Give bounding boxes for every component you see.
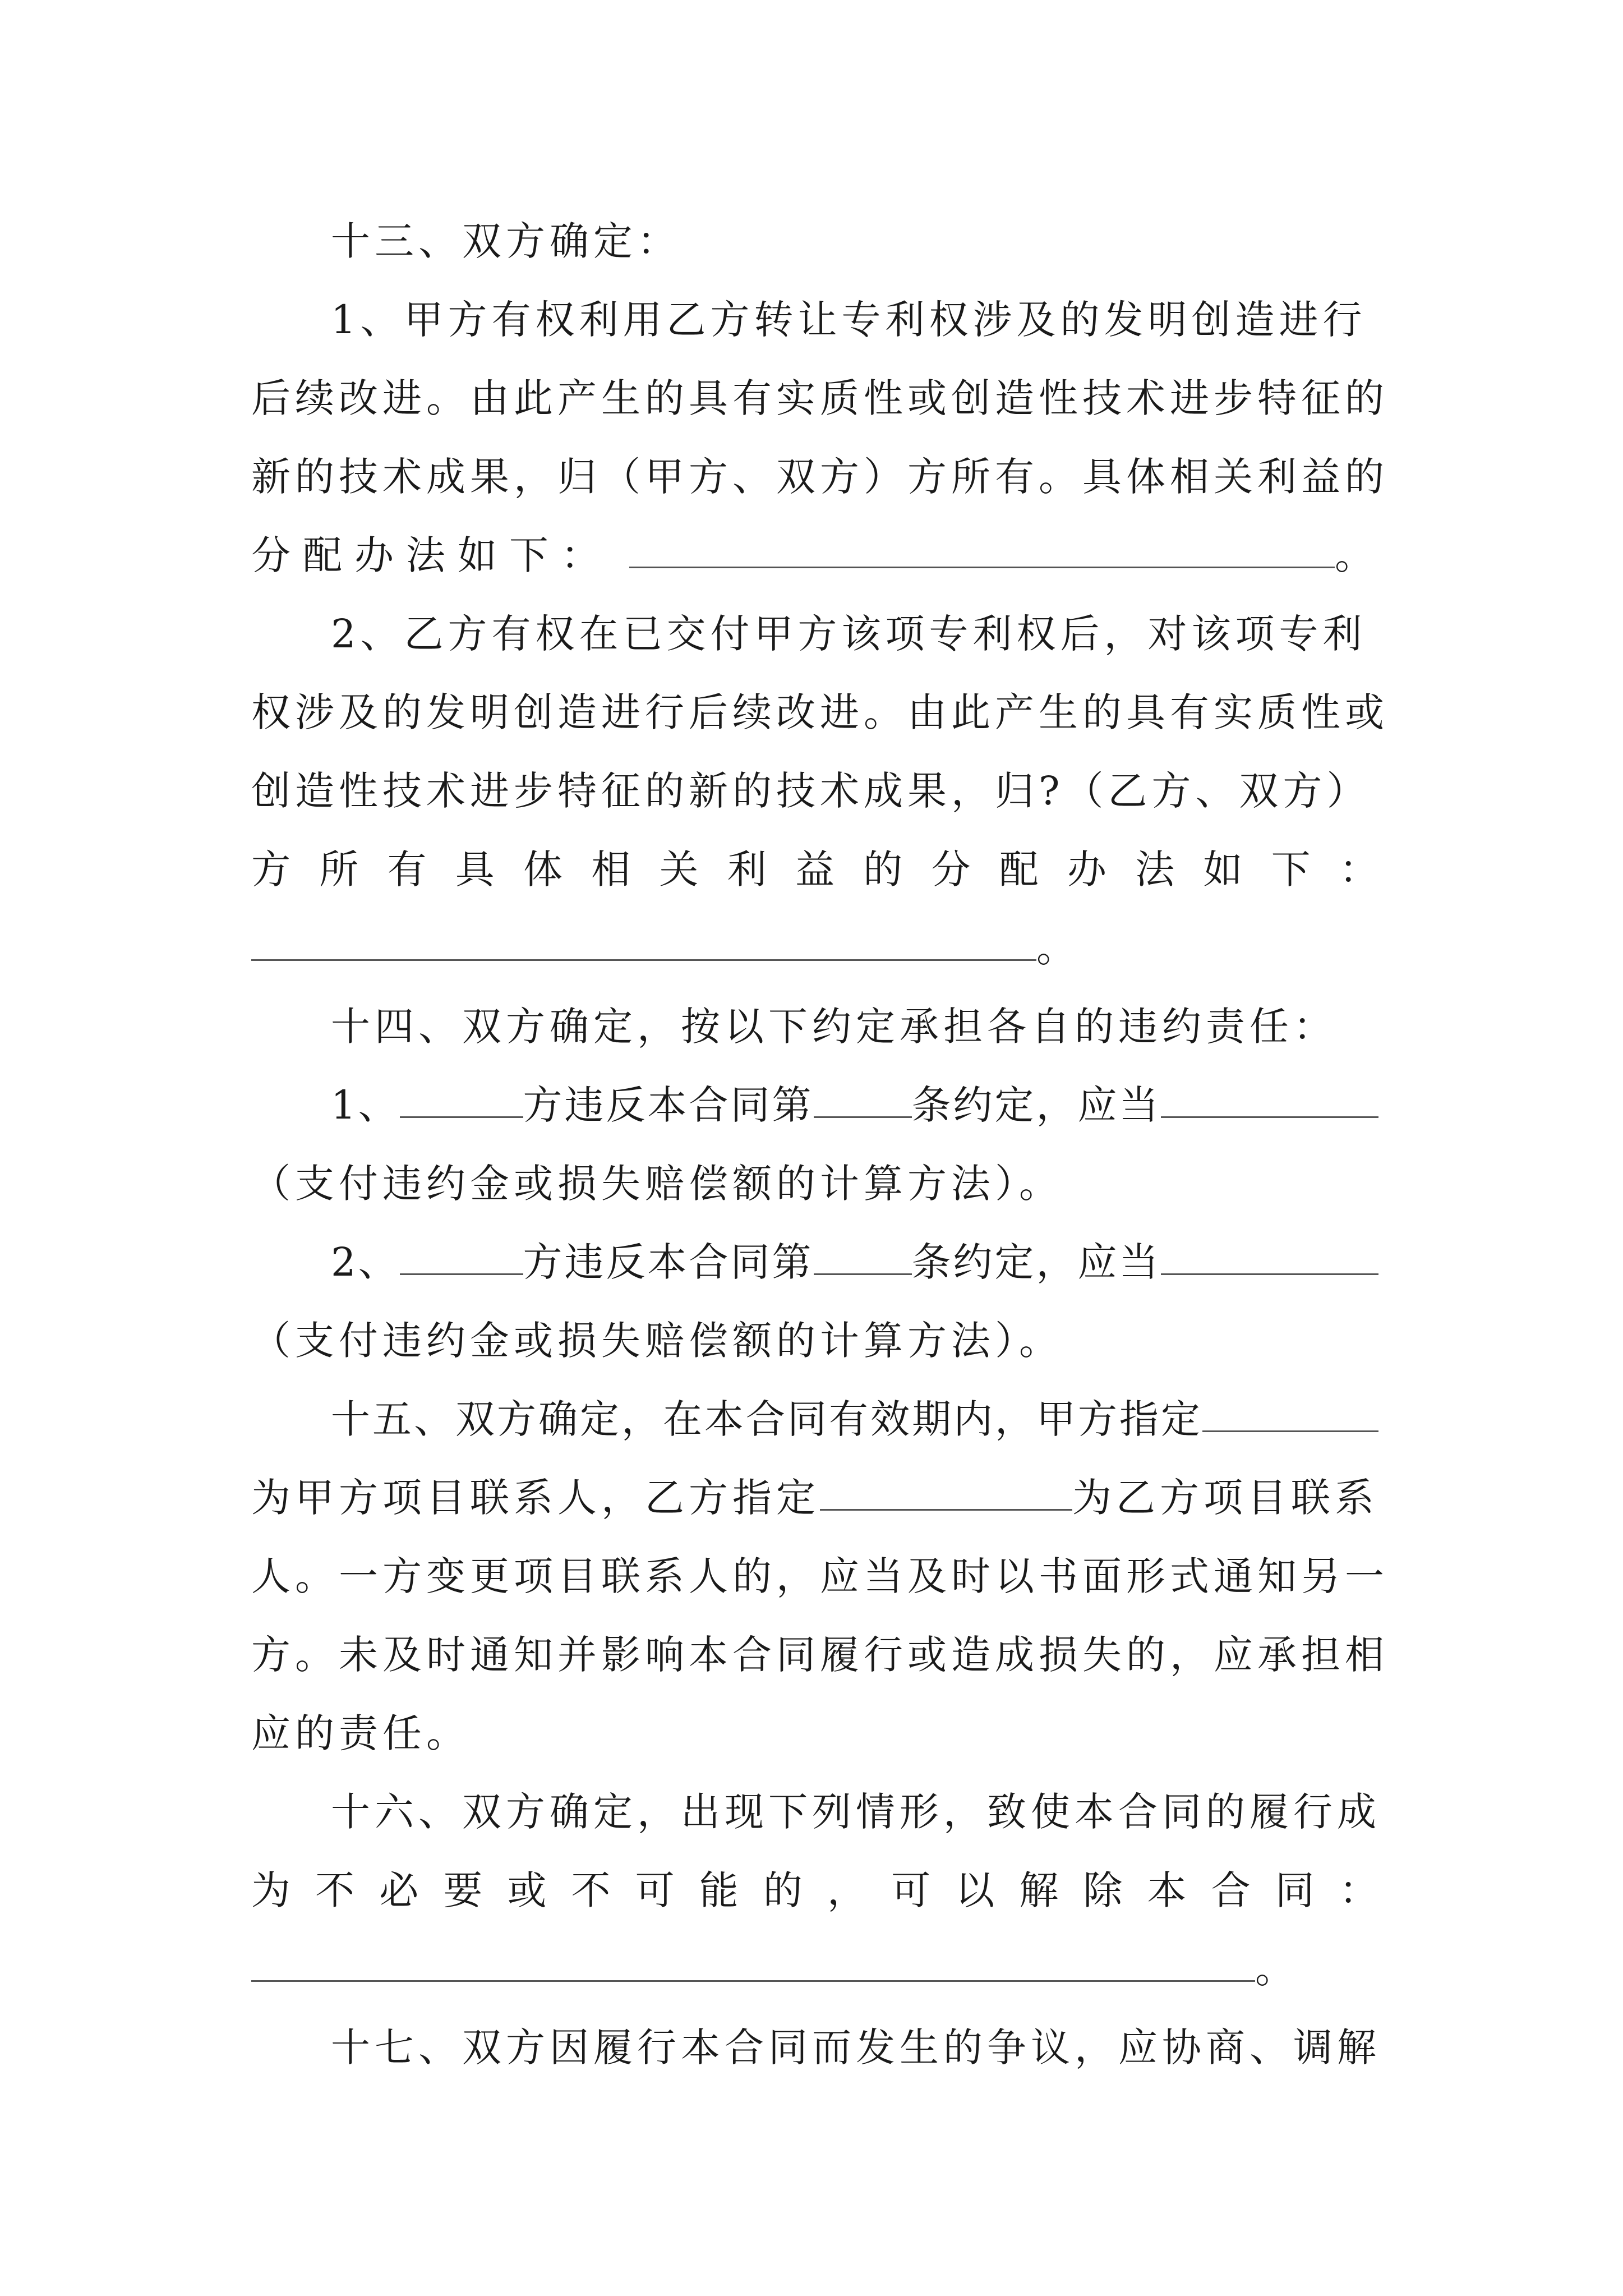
clause-blank-1[interactable] [814, 1066, 912, 1118]
section-17-line-1: 十七、双方因履行本合同而发生的争议，应协商、调解 [331, 2024, 1381, 2070]
character: 合 [1211, 1867, 1251, 1913]
section-13-item-2-line-5 [251, 909, 1378, 987]
character: 不 [315, 1867, 355, 1913]
party-b-contact-text: 为乙方项目联系 [1072, 1475, 1378, 1521]
character: 分 [931, 846, 971, 892]
contact-designation-text: 十五、双方确定，在本合同有效期内，甲方指定 [331, 1396, 1202, 1442]
character: 可 [891, 1867, 931, 1913]
character: 不 [571, 1867, 611, 1913]
character: 方 [251, 846, 291, 892]
section-16-line-3 [251, 1930, 1378, 2008]
section-15-line-3: 人。一方变更项目联系人的，应当及时以书面形式通知另一 [251, 1553, 1389, 1599]
section-13-item-1-line-4 [251, 516, 1378, 595]
remedy-blank-2[interactable] [1161, 1223, 1378, 1275]
character: 或 [507, 1867, 547, 1913]
section-14-item-1-tail: （支付违约金或损失赔偿额的计算方法）。 [251, 1161, 1063, 1207]
allocation-blank-1[interactable] [629, 516, 1335, 568]
character: 能 [699, 1867, 739, 1913]
allocation-label: 分配办法如下： [251, 532, 612, 578]
character: 的 [863, 846, 903, 892]
item-number: 2、 [331, 1239, 400, 1285]
character: ： [1339, 846, 1378, 892]
obligation-text: 条约定，应当 [911, 1239, 1161, 1285]
character: 可 [635, 1867, 675, 1913]
character: 所 [319, 846, 359, 892]
period: 。 [1335, 532, 1378, 578]
section-15-line-1 [331, 1380, 1378, 1458]
character: 同 [1275, 1867, 1315, 1913]
character: 必 [379, 1867, 419, 1913]
violation-text: 方违反本合同第 [523, 1239, 814, 1285]
character: 如 [1203, 846, 1243, 892]
section-13-item-1-line-2: 后续改进。由此产生的具有实质性或创造性技术进步特征的 [251, 375, 1389, 421]
section-15-line-5: 应的责任。 [251, 1710, 470, 1756]
section-15-line-4: 方。未及时通知并影响本合同履行或造成损失的，应承担相 [251, 1632, 1389, 1678]
character: ， [827, 1867, 866, 1913]
character: 益 [795, 846, 834, 892]
character: 本 [1147, 1867, 1187, 1913]
period: 。 [1036, 925, 1080, 971]
termination-blank[interactable] [251, 1930, 1255, 1982]
item-number: 1、 [331, 1082, 400, 1128]
section-13-item-2-line-4 [251, 830, 1378, 909]
section-13-heading: 十三、双方确定： [331, 218, 681, 264]
character: 有 [387, 846, 427, 892]
character: 相 [591, 846, 631, 892]
party-b-contact-blank[interactable] [820, 1458, 1072, 1511]
section-16-line-2 [251, 1851, 1378, 1930]
character: 下 [1271, 846, 1311, 892]
remedy-blank-1[interactable] [1161, 1066, 1378, 1118]
character: 具 [455, 846, 495, 892]
section-13-item-2-line-3: 创造性技术进步特征的新的技术成果，归?（乙方、双方） [251, 768, 1371, 814]
character: 的 [763, 1867, 803, 1913]
party-a-contact-text: 为甲方项目联系人，乙方指定 [251, 1475, 820, 1521]
section-13-item-1-line-1: 1、甲方有权利用乙方转让专利权涉及的发明创造进行 [331, 297, 1367, 343]
period: 。 [1255, 1946, 1299, 1992]
section-13-item-2-line-1: 2、乙方有权在已交付甲方该项专利权后，对该项专利 [331, 611, 1367, 657]
obligation-text: 条约定，应当 [911, 1082, 1161, 1128]
character: 办 [1067, 846, 1106, 892]
section-13-item-1-line-3: 新的技术成果，归（甲方、双方）方所有。具体相关利益的 [251, 454, 1389, 500]
character: 法 [1135, 846, 1175, 892]
character: 除 [1083, 1867, 1123, 1913]
violation-text: 方违反本合同第 [523, 1082, 814, 1128]
character: 以 [955, 1867, 995, 1913]
party-a-contact-blank[interactable] [1202, 1380, 1378, 1432]
character: 配 [999, 846, 1039, 892]
character: 解 [1019, 1867, 1059, 1913]
character: 利 [727, 846, 767, 892]
section-14-item-2 [331, 1223, 1378, 1301]
character: ： [1339, 1867, 1378, 1913]
party-blank-2[interactable] [400, 1223, 523, 1275]
character: 体 [523, 846, 562, 892]
section-15-line-2 [251, 1458, 1378, 1537]
character: 为 [251, 1867, 291, 1913]
section-14-heading: 十四、双方确定，按以下约定承担各自的违约责任： [331, 1004, 1337, 1050]
character: 要 [443, 1867, 483, 1913]
section-14-item-1 [331, 1066, 1378, 1144]
section-14-item-2-tail: （支付违约金或损失赔偿额的计算方法）。 [251, 1318, 1063, 1364]
section-16-line-1: 十六、双方确定，出现下列情形，致使本合同的履行成 [331, 1789, 1381, 1835]
allocation-blank-2[interactable] [251, 909, 1036, 961]
section-13-item-2-line-2: 权涉及的发明创造进行后续改进。由此产生的具有实质性或 [251, 689, 1389, 735]
character: 关 [659, 846, 699, 892]
clause-blank-2[interactable] [814, 1223, 912, 1275]
party-blank-1[interactable] [400, 1066, 523, 1118]
